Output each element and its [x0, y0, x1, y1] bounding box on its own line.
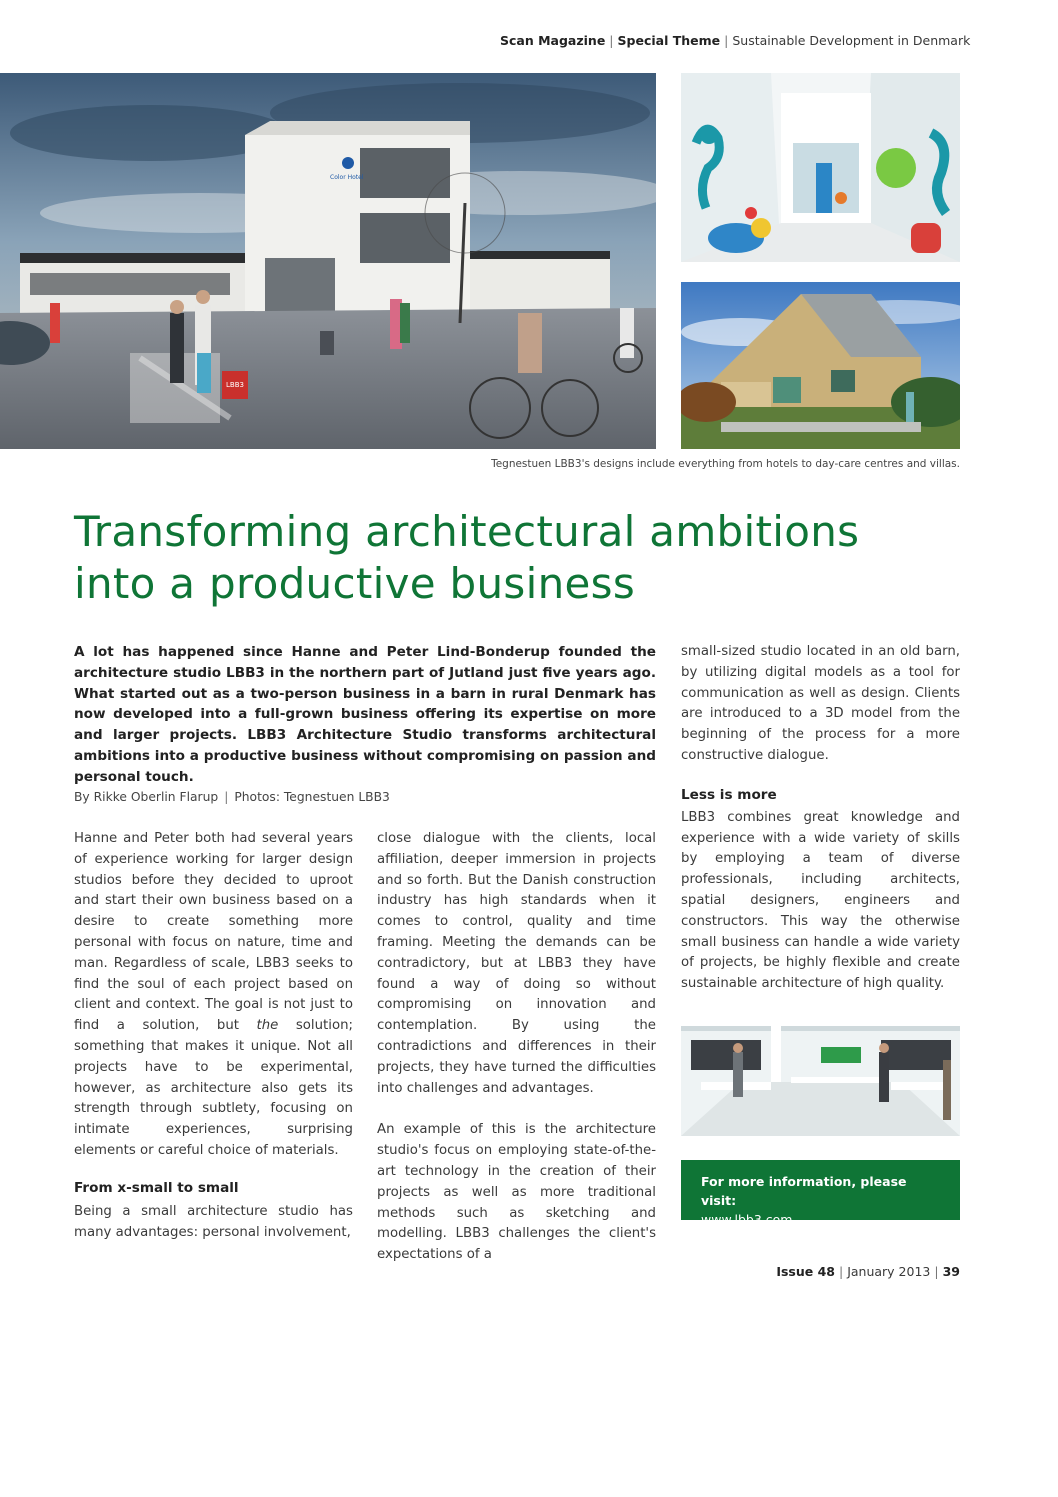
byline: By Rikke Oberlin Flarup | Photos: Tegnestuen LBB3: [74, 790, 390, 804]
more-info-box: [681, 1160, 960, 1227]
byline-author: By Rikke Oberlin Flarup: [74, 790, 219, 804]
daycare-interior-image: [681, 73, 960, 262]
more-info-label: For more information, please visit:: [701, 1174, 907, 1208]
byline-photos: Photos: Tegnestuen LBB3: [234, 790, 390, 804]
subheading-less-is-more: Less is more: [681, 786, 777, 803]
section-name: Special Theme: [617, 33, 721, 48]
website-link[interactable]: www.lbb3.com: [701, 1212, 793, 1227]
office-interior-image: [681, 1012, 960, 1136]
body-paragraph: Hanne and Peter both had several years of experience working for larger design studios before they decided to uproot and start their own business based on a desire to create something more personal with focus on nature, time and man. Regardless of scale, LBB3 seeks to find the soul of each project based on client and context. The goal is not just to find a solution, but the solution; something that makes it unique. Not all projects have to be experimental, however, as architecture also gets its strength through subtlety, focusing on intimate experiences, surprising elements or careful choice of materials.: [74, 831, 353, 1158]
image-caption: Tegnestuen LBB3's designs include everything from hotels to day-care centres and villas.: [491, 458, 960, 470]
villa-rendering-image: [681, 282, 960, 449]
topic-name: Sustainable Development in Denmark: [732, 33, 971, 48]
body-paragraph: An example of this is the architecture studio's focus on employing state-of-the-art technology in the creation of their projects as well as more traditional methods such as sketching and modelling. LBB3 challenges the client's expectations of a: [377, 1122, 656, 1263]
body-paragraph: LBB3 combines great knowledge and experience with a wide variety of skills by employing a team of diverse professionals, including architects, spatial designers, engineers and constructors. This way the otherwise small business can handle a wide variety of projects, be highly flexible and create sustainable architecture of high quality.: [681, 809, 960, 992]
issue-date: January 2013: [847, 1264, 931, 1279]
article-column-1: [74, 829, 353, 1243]
body-paragraph: small-sized studio located in an old barn, by utilizing digital models as a tool for communication as well as design. Clients are introduced to a 3D model from the beginning of the process for a more constructive dialogue.: [681, 644, 960, 763]
headline-line-2: into a productive business: [74, 559, 635, 608]
lead-paragraph: A lot has happened since Hanne and Peter Lind-Bonderup founded the architecture studio LBB3 in the northern part of Jutland just five years ago. What started out as a two-person business in a barn in rural Denmark has now developed into a full-grown business offering its expertise on more and larger projects. LBB3 Architecture Studio transforms architectural ambitions into a productive business without compromising on passion and personal touch.: [74, 644, 656, 785]
headline-line-1: Transforming architectural ambitions: [74, 507, 860, 556]
body-paragraph: Being a small architecture studio has many advantages: personal involvement,: [74, 1203, 353, 1240]
page-footer: Issue 48 | January 2013 | 39: [776, 1264, 960, 1279]
hotel-rendering-image: [0, 73, 656, 449]
article-column-3: [681, 642, 960, 995]
hotel-sign-text: Color Hotel: [330, 174, 364, 181]
magazine-name: Scan Magazine: [500, 33, 606, 48]
issue-number: Issue 48: [776, 1264, 835, 1279]
body-paragraph: close dialogue with the clients, local affiliation, deeper immersion in projects and so forth. But the Danish construction industry has high standards when it comes to control, quality and time framing. Meeting the demands can be contradictory, but at LBB3 they have found a way of doing so without compromising on innovation and contemplation. By using the contradictions and differences in their projects, they have turned the difficulties into challenges and advantages.: [377, 831, 656, 1096]
article-headline: [74, 506, 954, 610]
subheading-x-small: From x-small to small: [74, 1179, 239, 1196]
bag-text: LBB3: [226, 381, 244, 389]
article-column-2: [377, 829, 656, 1266]
page-number: 39: [942, 1264, 960, 1279]
running-header: Scan Magazine | Special Theme | Sustainable Development in Denmark: [500, 33, 971, 48]
